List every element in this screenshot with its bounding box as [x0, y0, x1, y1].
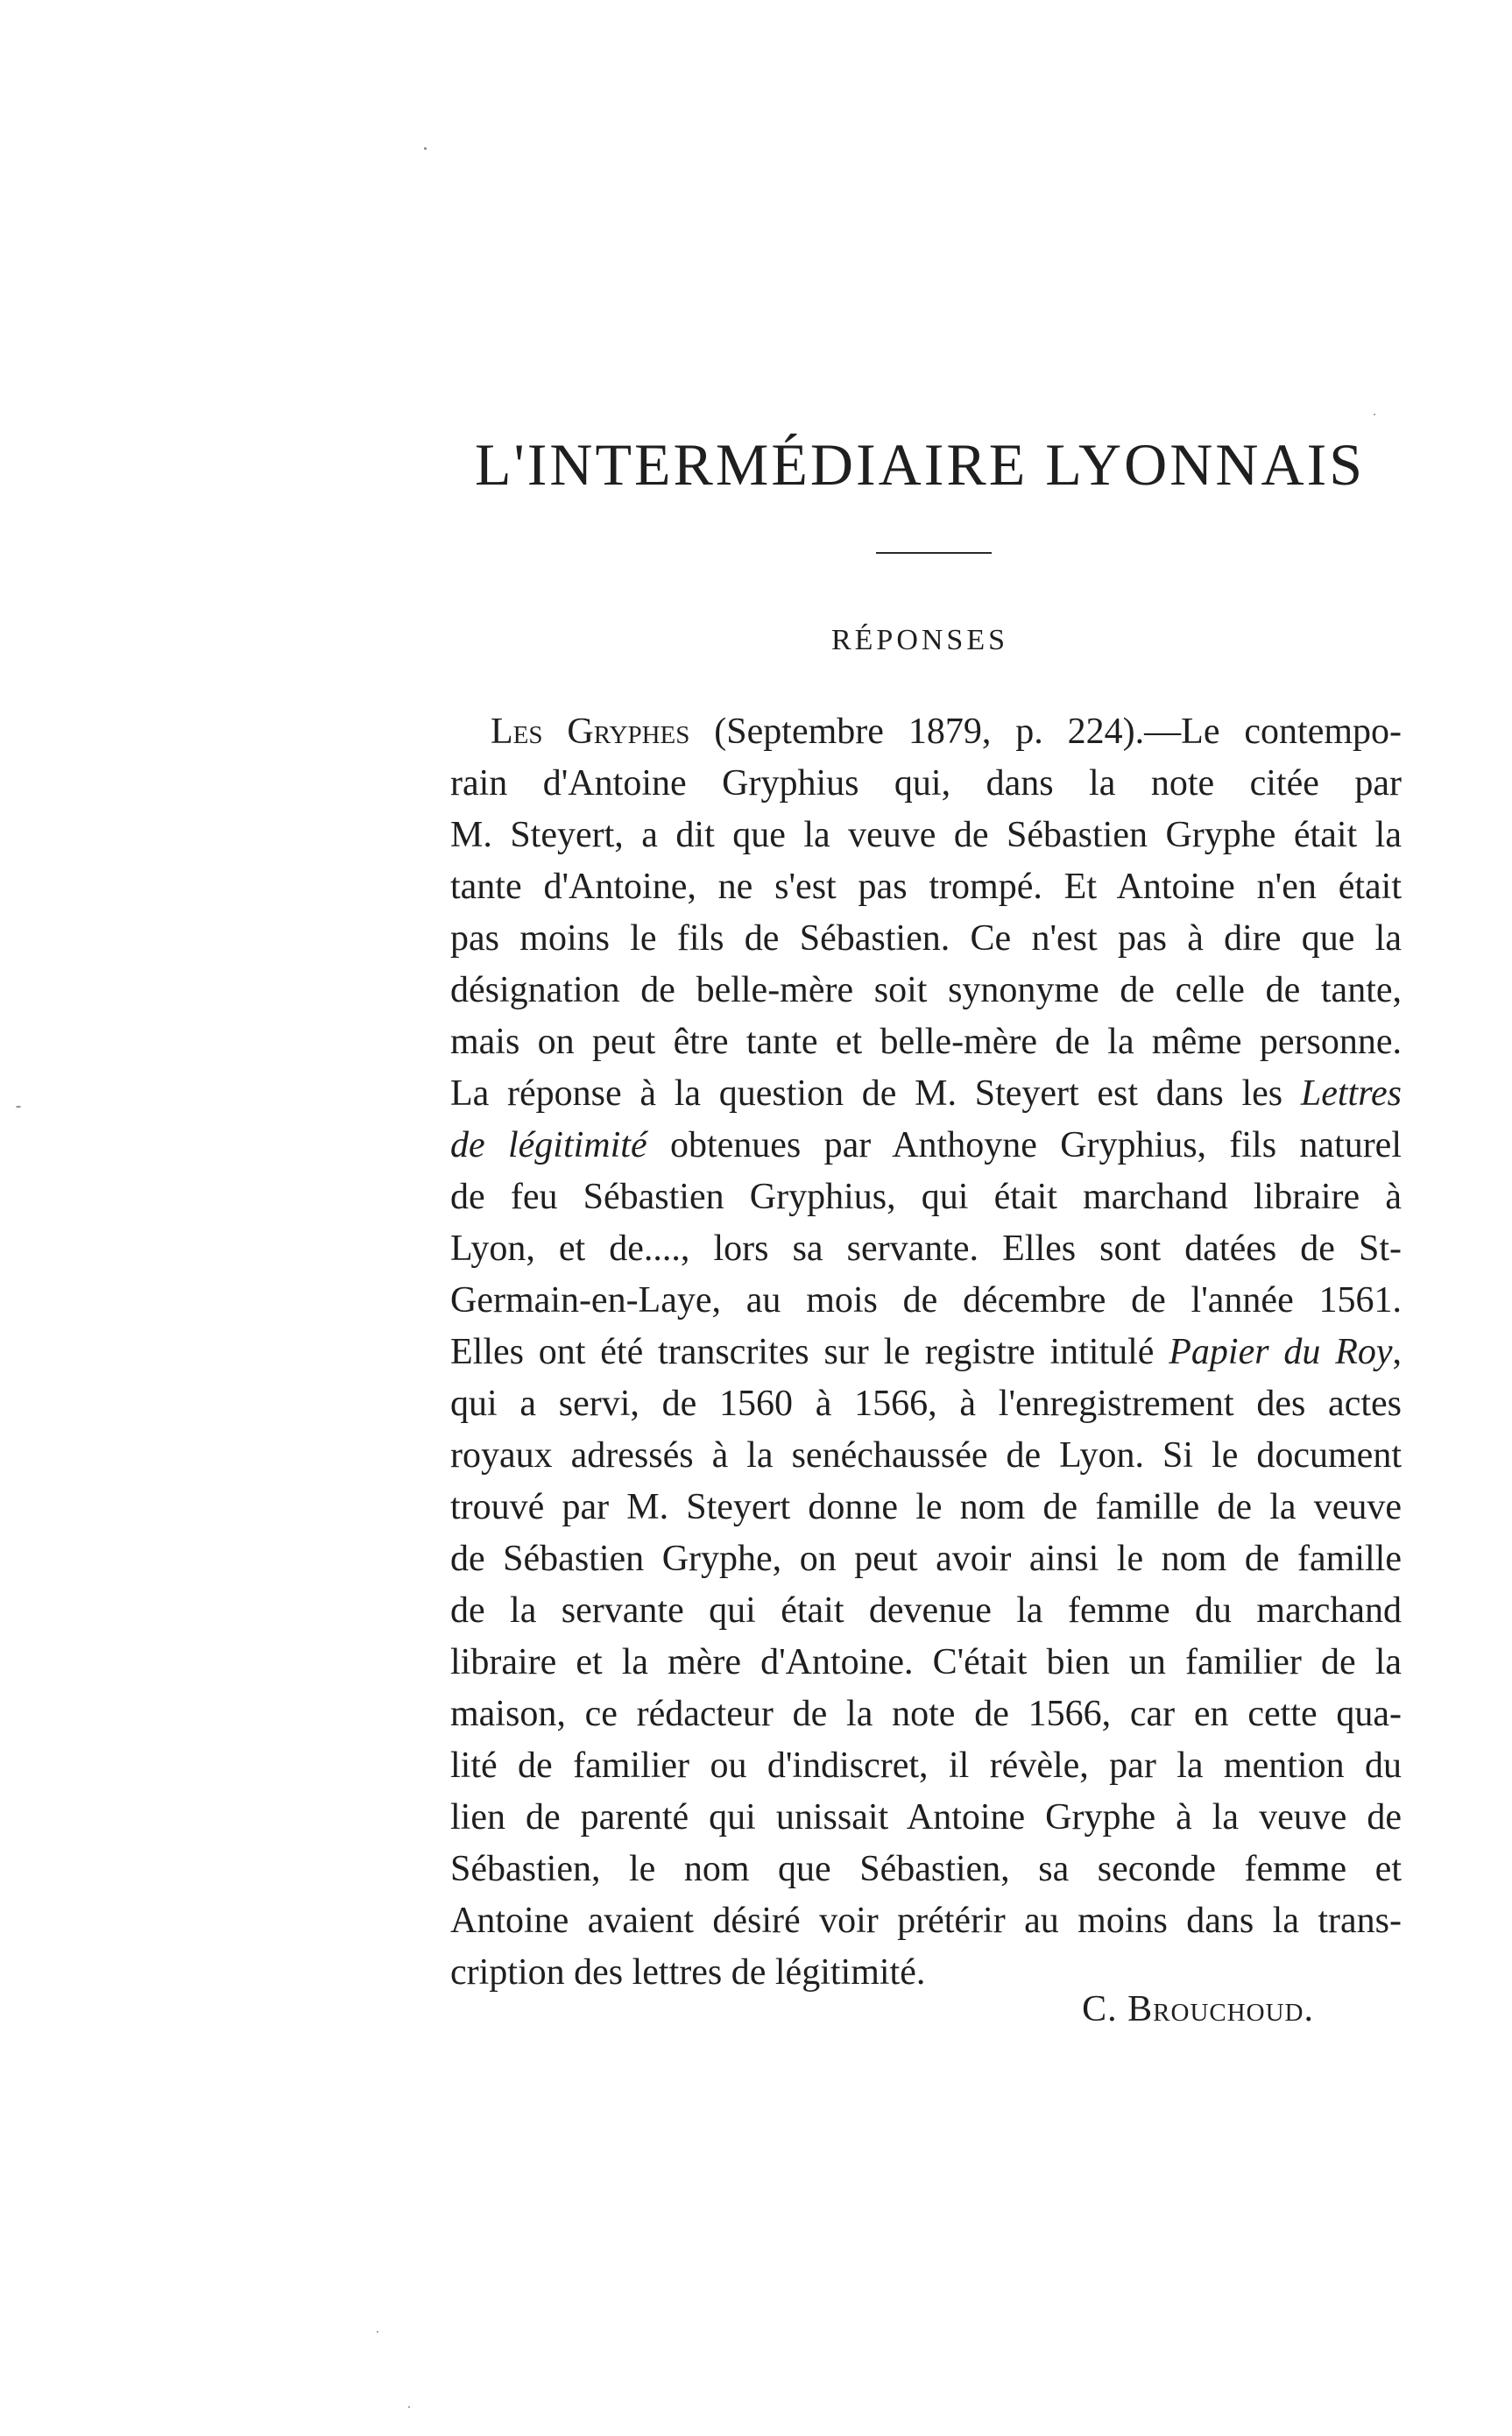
text-line: pas moins le fils de Sébastien. Ce n'est pas à dire que la	[450, 918, 1402, 959]
text-line	[450, 1068, 1402, 1120]
signature-initial: C.	[1082, 1989, 1128, 2029]
text-line	[450, 1120, 1402, 1172]
paper-speck	[377, 2331, 378, 2333]
author-signature	[788, 1984, 1314, 2036]
italic-title-fragment: de légitimité	[450, 1125, 647, 1165]
text-line: Antoine avaient désiré voir prétérir au moins dans la trans-	[450, 1901, 1402, 1941]
paper-speck	[408, 2406, 410, 2408]
text-line: rain d'Antoine Gryphius qui, dans la note citée par	[450, 763, 1402, 804]
article-heading-rest: (Septembre 1879, p. 224).—Le contempo-	[689, 712, 1402, 752]
signature-name: Brouchoud.	[1127, 1989, 1314, 2029]
text-line: désignation de belle-mère soit synonyme de celle de tante,	[450, 970, 1402, 1010]
section-heading: RÉPONSES	[830, 624, 1009, 656]
text-line: Sébastien, le nom que Sébastien, sa seconde femme et	[450, 1849, 1402, 1889]
paper-speck	[1374, 414, 1375, 415]
text-line: trouvé par M. Steyert donne le nom de famille de la veuve	[450, 1487, 1402, 1527]
text-fragment: ,	[1392, 1332, 1402, 1372]
text-line	[450, 706, 1402, 758]
text-line: lien de parenté qui unissait Antoine Gryphe à la veuve de	[450, 1797, 1402, 1838]
title-rule	[876, 552, 992, 554]
text-line: maison, ce rédacteur de la note de 1566, car en cette qua-	[450, 1694, 1402, 1734]
text-line: mais on peut être tante et belle-mère de la même personne.	[450, 1022, 1402, 1062]
italic-title-fragment: Papier du Roy	[1169, 1332, 1393, 1372]
text-line: de la servante qui était devenue la femme du marchand	[450, 1590, 1402, 1631]
text-fragment: La réponse à la question de M. Steyert est dans les	[450, 1073, 1283, 1114]
text-line: Germain-en-Laye, au mois de décembre de l'année 1561.	[450, 1280, 1402, 1321]
text-line: tante d'Antoine, ne s'est pas trompé. Et Antoine n'en était	[450, 867, 1402, 907]
text-line: de feu Sébastien Gryphius, qui était marchand libraire à	[450, 1177, 1402, 1217]
text-line: M. Steyert, a dit que la veuve de Sébastien Gryphe était la	[450, 815, 1402, 855]
text-line: Lyon, et de...., lors sa servante. Elles sont datées de St-	[450, 1229, 1402, 1269]
italic-title-fragment: Lettres	[1300, 1073, 1402, 1114]
text-fragment: obtenues par Anthoyne Gryphius, fils naturel	[646, 1125, 1402, 1165]
text-line: lité de familier ou d'indiscret, il révèle, par la mention du	[450, 1746, 1402, 1786]
text-line: qui a servi, de 1560 à 1566, à l'enregistrement des actes	[450, 1384, 1402, 1424]
text-fragment: Elles ont été transcrites sur le registre intitulé	[450, 1332, 1169, 1372]
text-line: royaux adressés à la senéchaussée de Lyon. Si le document	[450, 1435, 1402, 1476]
paper-speck	[424, 147, 427, 150]
text-line: libraire et la mère d'Antoine. C'était bien un familier de la	[450, 1642, 1402, 1682]
text-line: de Sébastien Gryphe, on peut avoir ainsi le nom de famille	[450, 1539, 1402, 1579]
text-line	[450, 1327, 1402, 1378]
paper-speck	[16, 1106, 21, 1108]
article-heading-small-caps: Les Gryphes	[491, 712, 690, 752]
article-body	[450, 706, 1402, 1999]
journal-title: L'INTERMÉDIAIRE LYONNAIS	[474, 431, 1366, 498]
text-line: cription des lettres de légitimité.	[450, 1952, 926, 1993]
